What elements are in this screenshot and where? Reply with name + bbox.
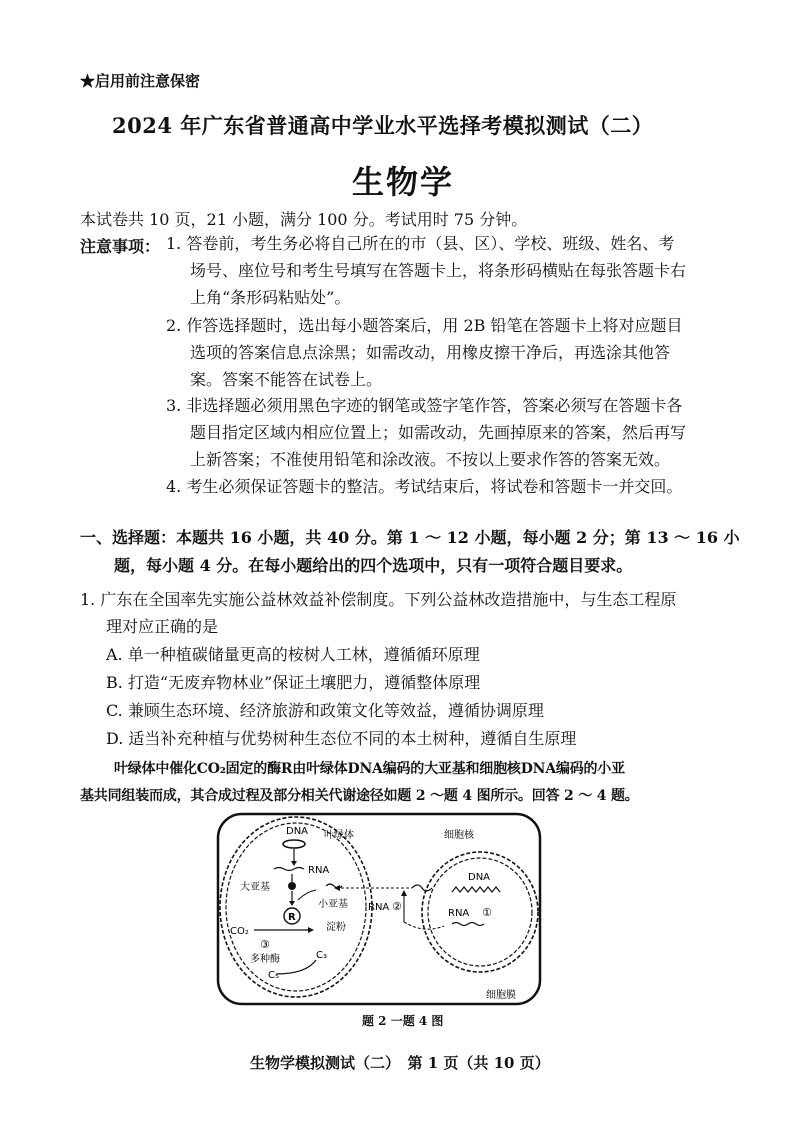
rna-chloro-label: RNA <box>308 865 330 876</box>
subject-title: 生物学 <box>352 163 455 201</box>
rna-nucleus-label: RNA <box>448 908 470 919</box>
exam-title: 2024 年广东省普通高中学业水平选择考模拟测试（二） <box>112 113 654 138</box>
arrowhead <box>401 890 407 896</box>
note-4-line-1: 4. 考生必须保证答题卡的整洁。考试结束后，将试卷和答题卡一并交回。 <box>166 477 683 496</box>
step1-marker: ① <box>482 906 492 919</box>
membrane-label: 细胞膜 <box>486 990 516 1001</box>
note-2-line-2: 选项的答案信息点涂黑；如需改动，用橡皮擦干净后，再选涂其他答 <box>190 343 671 362</box>
confidential-mark: ★启用前注意保密 <box>80 72 201 90</box>
note-2-line-1: 2. 作答选择题时，选出每小题答案后，用 2B 铅笔在答题卡上将对应题目 <box>166 316 683 335</box>
q1-option-a: A. 单一种植碳储量更高的桉树人工林，遵循循环原理 <box>106 645 480 664</box>
figure-caption: 题 2 一题 4 图 <box>362 1014 444 1028</box>
chloroplast-label: 叶绿体 <box>324 830 354 841</box>
note-1-line-2: 场号、座位号和考生号填写在答题卡上，将条形码横贴在每张答题卡右 <box>190 261 687 280</box>
ribosome-icon <box>288 882 296 890</box>
q1-stem-line1: 1. 广东在全国率先实施公益林效益补偿制度。下列公益林改造措施中，与生态工程原 <box>80 590 677 609</box>
note-3-line-1: 3. 非选择题必须用黑色字迹的钢笔或签字笔作答，答案必须写在答题卡各 <box>166 396 683 415</box>
cell-diagram <box>216 812 542 1006</box>
note-2-line-3: 案。答案不能答在试卷上。 <box>190 370 383 389</box>
page-footer: 生物学模拟测试（二） 第 1 页（共 10 页） <box>250 1054 550 1072</box>
q2-4-intro-line2: 基共同组装而成，其合成过程及部分相关代谢途径如题 2 ～题 4 图所示。回答 2 ～ 4 题。 <box>80 788 639 804</box>
step3-marker: ③ <box>260 938 270 951</box>
step2-marker: ② <box>392 900 402 913</box>
nucleus-outer <box>422 852 538 972</box>
arrowhead <box>291 861 297 866</box>
note-3-line-2: 题目指定区域内相应位置上；如需改动，先画掉原来的答案，然后再写 <box>190 423 687 442</box>
note-1-line-3: 上角“条形码粘贴处”。 <box>190 288 351 307</box>
c5-label: C₅ <box>268 970 279 981</box>
arrowhead <box>334 885 340 891</box>
note-1-line-1: 1. 答卷前，考生务必将自己所在的市（县、区）、学校、班级、姓名、考 <box>166 234 675 253</box>
q1-option-b: B. 打造“无废弃物林业”保证土壤肥力，遵循整体原理 <box>106 673 481 692</box>
co2-label: CO₂ <box>230 926 249 937</box>
chloro-dna-ring <box>283 840 305 848</box>
section1-heading-line1: 一、选择题：本题共 16 小题，共 40 分。第 1 ～ 12 小题，每小题 2 分；第 13 ～ 16 小 <box>80 528 740 547</box>
arrow-c3-c5 <box>276 960 316 974</box>
arrowhead <box>289 901 295 906</box>
section1-heading-line2: 题，每小题 4 分。在每小题给出的四个选项中，只有一项符合题目要求。 <box>114 556 633 575</box>
exam-info: 本试卷共 10 页，21 小题，满分 100 分。考试用时 75 分钟。 <box>80 210 528 229</box>
q1-option-d: D. 适当补充种植与优势树种生态位不同的本土树种，遵循自生原理 <box>106 729 577 748</box>
nuclear-rna-wave <box>452 923 484 926</box>
rna-cyto-label: RNA <box>368 902 390 913</box>
dna-nucleus-label: DNA <box>468 872 491 883</box>
c3-label: C₃ <box>316 950 327 961</box>
nuclear-dna-helix <box>452 887 500 892</box>
q2-4-intro-line1: 叶绿体中催化CO₂固定的酶R由叶绿体DNA编码的大亚基和细胞核DNA编码的小亚 <box>114 761 625 777</box>
notes-label: 注意事项： <box>80 237 161 256</box>
nucleus-label: 细胞核 <box>444 830 474 841</box>
chloroplast-outer <box>220 817 372 997</box>
chloro-rna-wave <box>274 868 304 871</box>
small-subunit-label: 小亚基 <box>318 899 348 910</box>
starch-label: 淀粉 <box>326 922 346 933</box>
cyto-subunit-wave <box>412 885 432 891</box>
note-3-line-3: 上新答案；不准使用铅笔和涂改液。不按以上要求作答的答案无效。 <box>190 450 671 469</box>
dna-chloro-label: DNA <box>286 826 309 837</box>
q1-stem-line2: 理对应正确的是 <box>106 617 219 636</box>
arrowhead <box>308 927 314 933</box>
enzyme-r-label: R <box>288 912 296 923</box>
enzymes-label: 多种酶 <box>250 954 280 965</box>
large-subunit-label: 大亚基 <box>240 882 270 893</box>
arrow-small-subunit <box>298 890 316 900</box>
q1-option-c: C. 兼顾生态环境、经济旅游和政策文化等效益，遵循协调原理 <box>106 701 544 720</box>
